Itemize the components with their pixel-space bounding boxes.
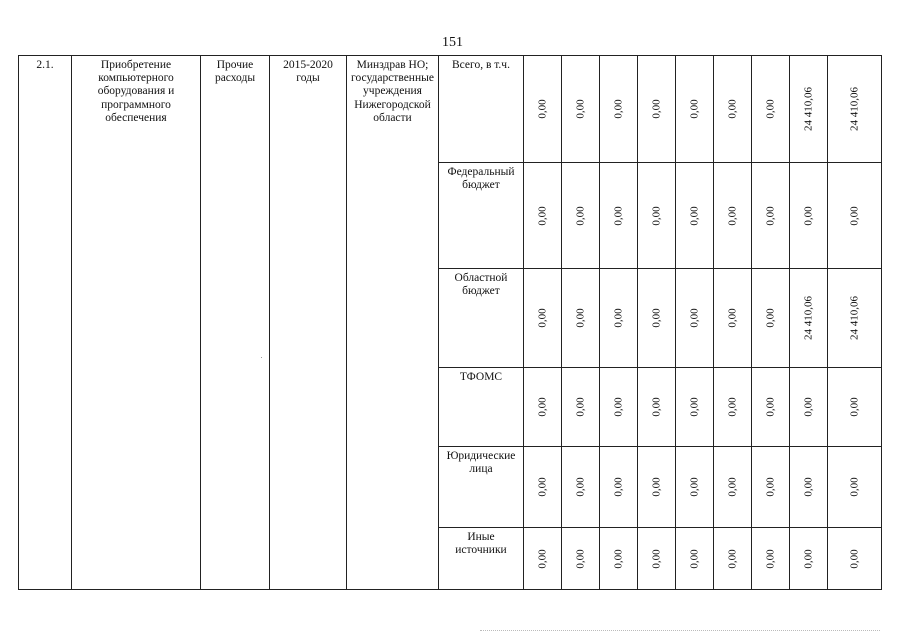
value-text: 0,00	[688, 205, 701, 226]
value-cell	[790, 368, 828, 447]
footer-rule	[480, 630, 880, 632]
value-cell	[828, 163, 882, 269]
value-text: 0,00	[848, 205, 861, 226]
funding-source-label: Всего, в т.ч.	[452, 59, 510, 71]
value-cell	[524, 368, 562, 447]
value-cell	[676, 368, 714, 447]
value-cell	[676, 163, 714, 269]
value-text: 0,00	[536, 548, 549, 569]
executor-cell	[347, 56, 439, 590]
table-row	[19, 56, 882, 163]
value-cell	[638, 447, 676, 528]
program-table	[18, 55, 882, 590]
funding-source-label: Иные источники	[455, 531, 507, 557]
value-text: 0,00	[764, 548, 777, 569]
value-cell	[638, 56, 676, 163]
value-text: 0,00	[536, 308, 549, 328]
value-cell	[714, 269, 752, 368]
value-text: 0,00	[726, 477, 739, 497]
value-cell	[752, 368, 790, 447]
value-text: 0,00	[802, 548, 815, 569]
value-text: 0,00	[688, 99, 701, 119]
value-text: 0,00	[802, 477, 815, 497]
activity-name: Приобретение компьютерного оборудования и программного обеспечения	[97, 59, 175, 124]
value-text: 0,00	[574, 397, 587, 417]
value-cell	[714, 368, 752, 447]
value-text: 0,00	[574, 308, 587, 328]
value-cell	[524, 528, 562, 590]
value-cell	[562, 163, 600, 269]
expense-type-cell	[201, 56, 270, 590]
period-cell	[270, 56, 347, 590]
value-text: 0,00	[650, 308, 663, 328]
value-text: 0,00	[764, 99, 777, 119]
value-text: 0,00	[536, 99, 549, 119]
funding-source-label-cell	[439, 269, 524, 368]
expense-type: Прочие расходы	[214, 59, 256, 85]
value-text: 0,00	[536, 397, 549, 417]
value-text: 0,00	[802, 397, 815, 417]
value-text: 0,00	[688, 548, 701, 569]
value-cell	[714, 56, 752, 163]
value-cell	[562, 56, 600, 163]
value-text: 0,00	[536, 205, 549, 226]
value-cell	[828, 56, 882, 163]
value-cell	[714, 528, 752, 590]
value-text: 0,00	[688, 477, 701, 497]
value-cell	[752, 56, 790, 163]
value-cell	[828, 269, 882, 368]
value-text: 0,00	[650, 548, 663, 569]
value-cell	[562, 368, 600, 447]
value-text: 0,00	[726, 308, 739, 328]
value-cell	[638, 163, 676, 269]
value-cell	[600, 368, 638, 447]
value-cell	[676, 269, 714, 368]
value-text: 0,00	[726, 205, 739, 226]
value-cell	[828, 528, 882, 590]
value-text: 0,00	[764, 205, 777, 226]
scan-speck	[261, 357, 262, 358]
value-cell	[638, 368, 676, 447]
value-cell	[828, 368, 882, 447]
funding-source-label: Областной бюджет	[454, 272, 508, 298]
value-text: 0,00	[574, 205, 587, 226]
value-cell	[676, 528, 714, 590]
value-text: 0,00	[574, 477, 587, 497]
value-text: 24 410,06	[802, 87, 815, 131]
value-text: 0,00	[612, 205, 625, 226]
value-text: 0,00	[802, 205, 815, 226]
value-text: 0,00	[650, 397, 663, 417]
value-cell	[524, 163, 562, 269]
value-text: 24 410,06	[848, 296, 861, 340]
row-number-cell	[19, 56, 72, 590]
funding-source-label: ТФОМС	[459, 371, 503, 383]
value-text: 0,00	[574, 99, 587, 119]
value-cell	[752, 528, 790, 590]
value-text: 0,00	[574, 548, 587, 569]
value-cell	[676, 56, 714, 163]
value-text: 0,00	[726, 548, 739, 569]
funding-source-label-cell	[439, 528, 524, 590]
value-cell	[562, 528, 600, 590]
value-cell	[752, 163, 790, 269]
funding-source-label-cell	[439, 447, 524, 528]
value-cell	[600, 163, 638, 269]
value-text: 0,00	[726, 99, 739, 119]
value-text: 0,00	[848, 397, 861, 417]
value-cell	[524, 56, 562, 163]
value-text: 0,00	[612, 308, 625, 328]
value-cell	[828, 447, 882, 528]
value-text: 24 410,06	[802, 296, 815, 340]
value-text: 0,00	[650, 99, 663, 119]
value-cell	[714, 163, 752, 269]
value-text: 0,00	[612, 99, 625, 119]
value-cell	[524, 447, 562, 528]
value-text: 0,00	[650, 477, 663, 497]
value-text: 0,00	[612, 477, 625, 497]
value-cell	[600, 447, 638, 528]
value-text: 0,00	[536, 477, 549, 497]
value-text: 0,00	[650, 205, 663, 226]
funding-source-label: Юридические лица	[446, 450, 516, 476]
value-cell	[790, 56, 828, 163]
value-cell	[562, 269, 600, 368]
value-cell	[714, 447, 752, 528]
value-cell	[638, 269, 676, 368]
value-cell	[600, 528, 638, 590]
value-text: 0,00	[764, 308, 777, 328]
value-text: 0,00	[688, 397, 701, 417]
value-text: 0,00	[612, 397, 625, 417]
value-text: 24 410,06	[848, 87, 861, 131]
funding-source-label: Федеральный бюджет	[447, 166, 515, 192]
value-text: 0,00	[848, 477, 861, 497]
value-cell	[790, 163, 828, 269]
value-cell	[562, 447, 600, 528]
value-text: 0,00	[612, 548, 625, 569]
page-number: 151	[442, 35, 463, 50]
value-text: 0,00	[726, 397, 739, 417]
funding-source-label-cell	[439, 368, 524, 447]
value-text: 0,00	[688, 308, 701, 328]
row-number: 2.1.	[36, 59, 54, 71]
value-cell	[790, 528, 828, 590]
value-cell	[752, 269, 790, 368]
funding-source-label-cell	[439, 163, 524, 269]
value-cell	[600, 269, 638, 368]
value-cell	[600, 56, 638, 163]
value-cell	[752, 447, 790, 528]
activity-name-cell	[72, 56, 201, 590]
value-text: 0,00	[764, 397, 777, 417]
value-cell	[524, 269, 562, 368]
funding-source-label-cell	[439, 56, 524, 163]
executor: Минздрав НО; государственные учреждения Нижегородской области	[351, 59, 434, 124]
table-body	[19, 56, 882, 590]
value-text: 0,00	[848, 548, 861, 569]
value-cell	[676, 447, 714, 528]
period: 2015-2020 годы	[283, 59, 333, 85]
value-cell	[790, 447, 828, 528]
value-text: 0,00	[764, 477, 777, 497]
value-cell	[790, 269, 828, 368]
value-cell	[638, 528, 676, 590]
